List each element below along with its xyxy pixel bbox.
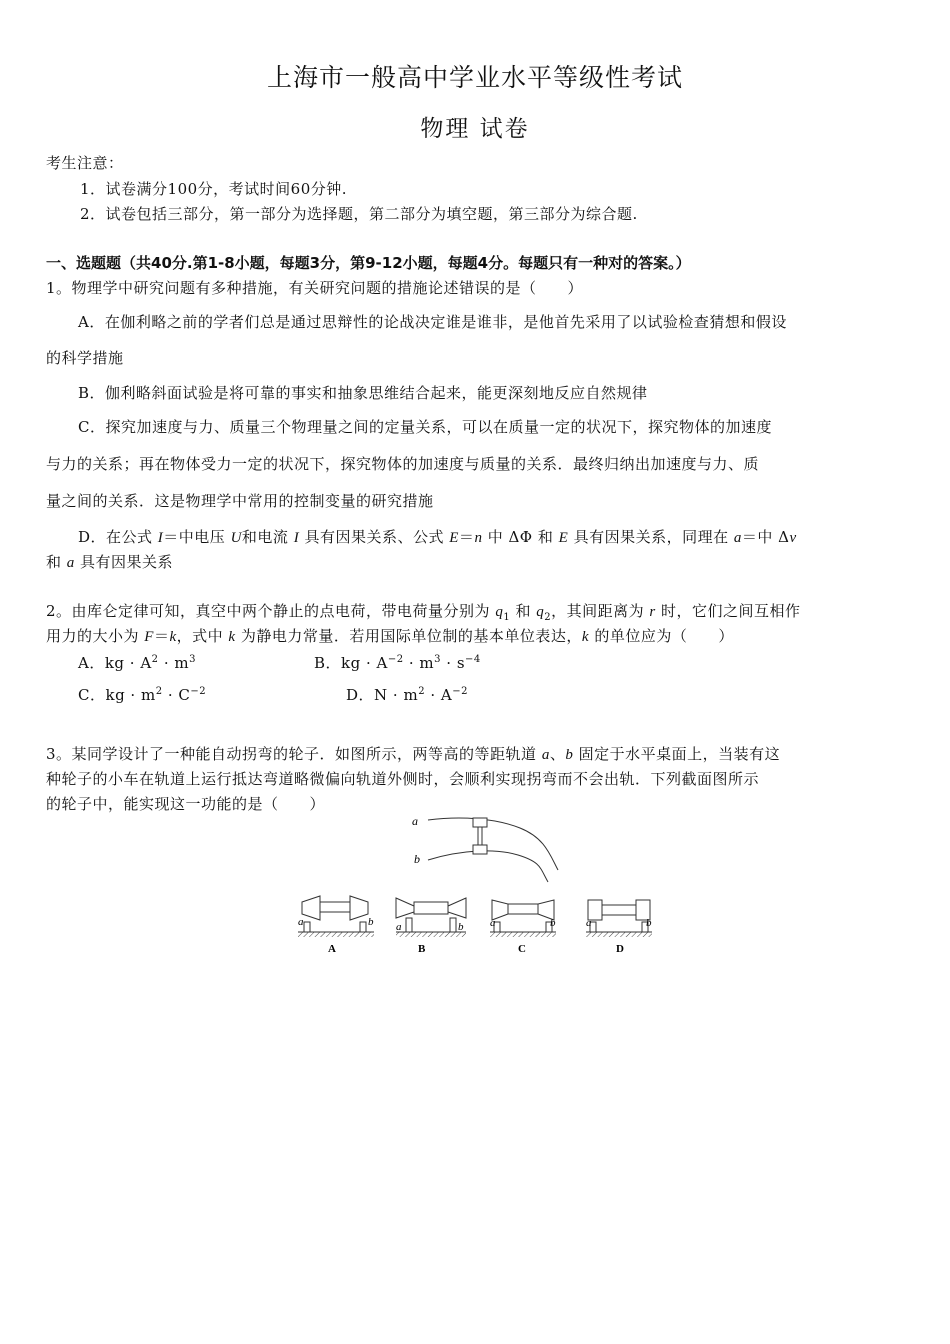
option-b-label: B [418,943,426,955]
track-a [428,818,558,870]
q2-stem-line1: 2。由库仑定律可知，真空中两个静止的点电荷，带电荷量分别为 $q_1$ 和 $q_2$，其间距离为 r 时，它们之间互相作 [46,602,801,623]
track-label-b: b [414,852,420,866]
option-a-rail-label-a: a [298,916,304,928]
q1-option-a-line1: A．在伽利略之前的学者们总是通过思辩性的论战决定谁是谁非，是他首先采用了以试验检查猜想和假设 [78,313,787,331]
q2-stem-line2: 用力的大小为 F＝k，式中 k 为静电力常量．若用国际单位制的基本单位表达，k 的单位应为（ ） [46,627,734,645]
section-heading: 一、选题题（共40分.第1-8小题，每题3分，第9-12小题，每题4分。每题只有一种对的答案。） [46,254,691,272]
q1-option-c-line2: 与力的关系；再在物体受力一定的状况下，探究物体的加速度与质量的关系．最终归纳出加速度与力、质 [46,455,760,473]
option-c-rail-label-a: a [490,917,496,929]
page-subtitle: 物理 试卷 [420,116,530,142]
wheel-option-a [298,896,374,955]
track-label-a: a [412,814,418,828]
track-b [428,851,548,882]
wheel-options-diagram [290,888,660,958]
q1-option-d-line2: 和 a 具有因果关系 [46,553,174,571]
option-b-rail-label-a: a [396,921,402,933]
q1-option-a-line2: 的科学措施 [46,349,124,367]
q1-option-c-line3: 量之间的关系．这是物理学中常用的控制变量的研究措施 [46,492,434,510]
option-d-label: D [616,943,624,955]
q1-option-b: B．伽利略斜面试验是将可靠的事实和抽象思维结合起来，能更深刻地反应自然规律 [78,384,648,402]
option-d-rail-label-a: a [586,917,592,929]
q2-option-a: A．kg · $A^2 \cdot m^3$ [78,654,196,672]
q2-option-c: C．kg · $m^2 \cdot C^{-2}$ [78,686,207,704]
option-c-rail-label-b: b [550,917,556,929]
page-title: 上海市一般高中学业水平等级性考试 [266,63,683,92]
track-diagram [400,810,560,885]
wheel-option-d [586,900,652,955]
notice-label: 考生注意： [46,154,124,172]
wheel-set-top-view [473,818,487,854]
wheel-option-c [490,900,556,955]
q1-option-d-line1: D．在公式 I＝中电压 U和电流 I 具有因果关系、公式 E＝n 中 ΔΦ 和 E 具有因果关系，同理在 a＝中 Δv [78,528,797,546]
option-d-rail-label-b: b [646,917,652,929]
notice-item-1: 1．试卷满分100分，考试时间60分钟. [80,180,348,198]
q3-stem-line2: 种轮子的小车在轨道上运行抵达弯道略微偏向轨道外侧时，会顺利实现拐弯而不会出轨．下列截面图所示 [46,770,760,788]
option-a-rail-label-b: b [368,916,374,928]
notice-item-2: 2．试卷包括三部分，第一部分为选择题，第二部分为填空题，第三部分为综合题. [80,205,638,223]
q2-option-d: D．$N \cdot m^2 \cdot A^{-2}$ [346,686,468,704]
q2-option-b: B．kg · $A^{-2} \cdot m^3 \cdot s^{-4}$ [314,654,481,672]
option-c-label: C [518,943,526,955]
q1-stem: 1。物理学中研究问题有多种措施，有关研究问题的措施论述错误的是（ ） [46,279,584,297]
wheel-option-b [396,898,466,955]
q1-option-c-line1: C．探究加速度与力、质量三个物理量之间的定量关系，可以在质量一定的状况下，探究物体的加速度 [78,418,772,436]
option-b-rail-label-b: b [458,921,464,933]
q3-stem-line3: 的轮子中，能实现这一功能的是（ ） [46,795,326,813]
q3-stem-line1: 3。某同学设计了一种能自动拐弯的轮子．如图所示，两等高的等距轨道 a、b 固定于水平桌面上，当装有这 [46,745,781,763]
option-a-label: A [328,943,336,955]
